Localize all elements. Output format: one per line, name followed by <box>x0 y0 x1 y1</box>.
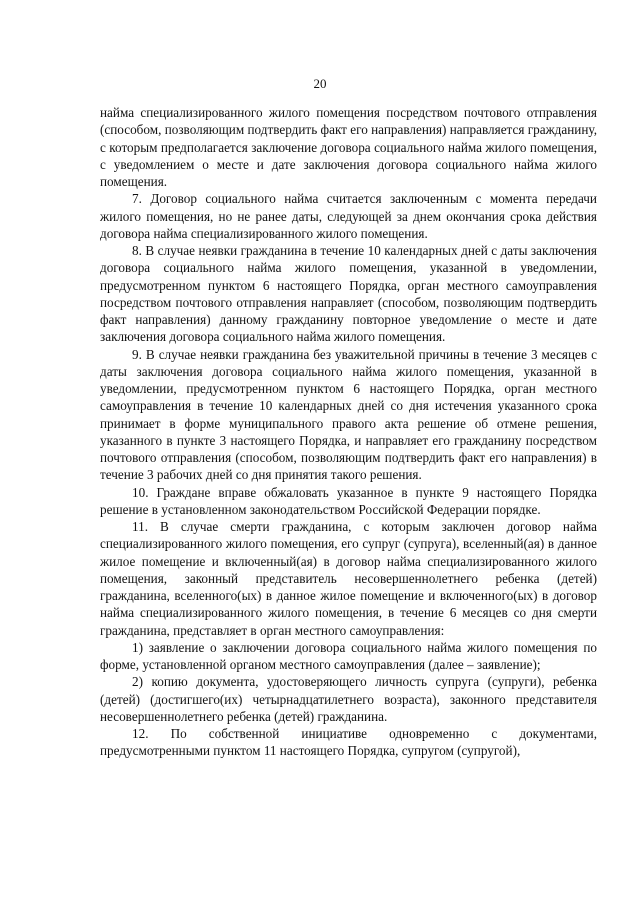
paragraph-7: 7. Договор социального найма считается заключенным с момента передачи жилого помещения, но не ранее даты, следующей за днем окончания срока действия договора найма специализированного жилого помещения. <box>100 191 597 241</box>
page-number: 20 <box>313 76 327 91</box>
paragraph-10: 10. Граждане вправе обжаловать указанное в пункте 9 настоящего Порядка решение в установленном законодательством Российской Федерации порядке. <box>100 484 597 517</box>
paragraph-9: 9. В случае неявки гражданина без уважительной причины в течение 3 месяцев с даты заключения договора социального найма жилого помещения, указанной в уведомлении, предусмотренном пунктом 6 настоящего Порядка, орган местного самоуправления в течение 10 календарных дней со дня истечения указанного срока принимает в форме муниципального правого акта решение об отмене решения, указанного в пункте 3 настоящего Порядка, и направляет его гражданину посредством почтового отправления (способом, позволяющим подтвердить факт его направления) в течение 3 рабочих дней со дня принятия такого решения. <box>100 346 597 483</box>
paragraph-11-item-1: 1) заявление о заключении договора социального найма жилого помещения по форме, установленной органом местного самоуправления (далее – заявление); <box>100 639 597 672</box>
paragraph-11: 11. В случае смерти гражданина, с которым заключен договор найма специализированного жилого помещения, его супруг (супруга), вселенный(ая) в данное жилое помещение и включенный(ая) в договор найма специализированного жилого помещения, законный представитель несовершеннолетнего ребенка (детей) гражданина, вселенного(ых) в данное жилое помещение и включенного(ых) в договор найма специализированного жилого помещения, в течение 6 месяцев со дня смерти гражданина, представляет в орган местного самоуправления: <box>100 519 597 638</box>
document-body <box>100 104 597 760</box>
paragraph-11-item-2: 2) копию документа, удостоверяющего личность супруга (супруги), ребенка (детей) (достигшего(их) четырнадцатилетнего возраста), законного представителя несовершеннолетнего ребенка (детей) гражданина. <box>100 674 597 724</box>
paragraph-8: 8. В случае неявки гражданина в течение 10 календарных дней с даты заключения договора социального найма жилого помещения, указанной в уведомлении, предусмотренном пунктом 6 настоящего Порядка, орган местного самоуправления посредством почтового отправления направляет (способом, позволяющим подтвердить факт направления) данному гражданину повторное уведомление о месте и дате заключения договора социального найма жилого помещения. <box>100 243 597 345</box>
paragraph-12: 12. По собственной инициативе одновременно с документами, предусмотренными пунктом 11 настоящего Порядка, супругом (супругой), <box>100 726 597 759</box>
paragraph-continuation: найма специализированного жилого помещения посредством почтового отправления (способом, позволяющим подтвердить факт его направления) направляется гражданину, с которым предполагается заключение договора социального найма жилого помещения, с уведомлением о месте и дате заключения договора социального найма жилого помещения. <box>100 105 597 189</box>
